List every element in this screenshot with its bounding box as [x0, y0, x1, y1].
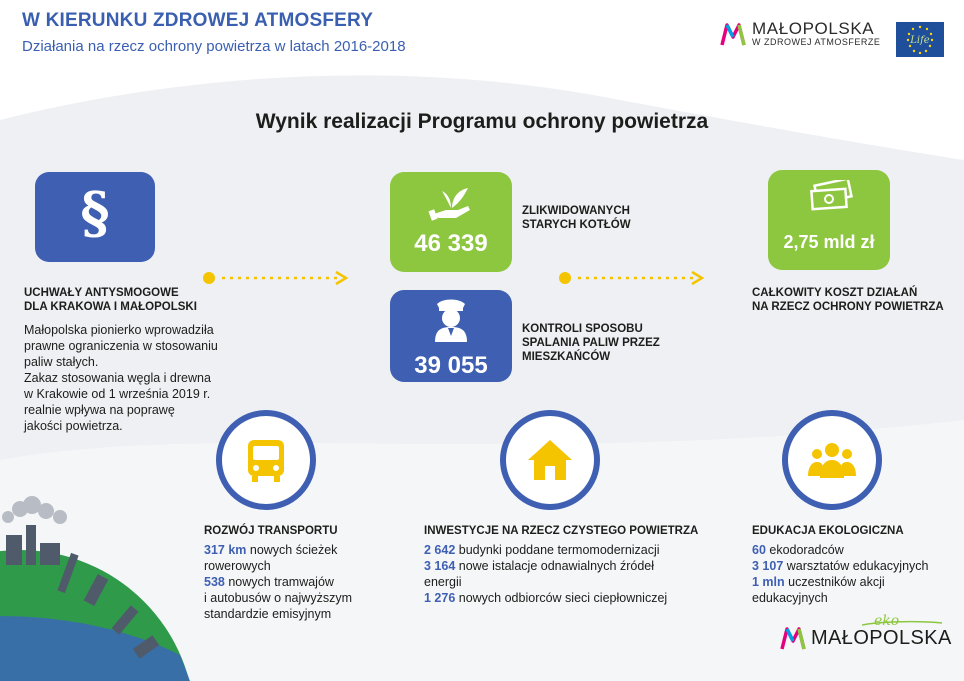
eu-stars-icon — [896, 22, 944, 57]
transport-item: 538 nowych tramwajów — [204, 575, 334, 589]
paragraph-icon: § — [80, 180, 110, 246]
header-subtitle: Działania na rzecz ochrony powietrza w latach 2016-2018 — [22, 38, 406, 55]
cost-label: CAŁKOWITY KOSZT DZIAŁAŃ NA RZECZ OCHRONY POWIETRZA — [752, 287, 944, 313]
boilers-label: ZLIKWIDOWANYCH STARYCH KOTŁÓW — [522, 205, 631, 231]
eu-logo-text: Life — [910, 35, 930, 46]
banknotes-icon — [806, 180, 854, 216]
education-section: EDUKACJA EKOLOGICZNA 60 ekodoradców 3 107 warsztatów edukacyjnych 1 mln uczestników akcji edukacyjnych — [752, 524, 952, 606]
boilers-tile — [390, 172, 512, 272]
education-item: 60 ekodoradców — [752, 543, 844, 557]
transport-heading: ROZWÓJ TRANSPORTU — [204, 525, 338, 537]
resolutions-body: Małopolska pionierko wprowadziła prawne ograniczenia w stosowaniu paliw stałych. Zakaz stosowania węgla i drewna w Krakowie od 1 września 2019 r. realnie wpływa na poprawę jakości powietrza. — [24, 323, 218, 433]
dotted-arrow-right — [556, 268, 706, 288]
investments-item: 3 164 nowe istalacje odnawialnych źródeł — [424, 559, 655, 573]
inspector-officer-icon — [431, 296, 471, 342]
eu-life-logo — [896, 22, 944, 57]
house-icon — [526, 438, 574, 482]
boilers-value: 46 339 — [414, 230, 488, 257]
malopolska-logo — [720, 20, 880, 47]
transport-circle — [216, 410, 316, 510]
education-heading: EDUKACJA EKOLOGICZNA — [752, 525, 904, 537]
header-title: W KIERUNKU ZDROWEJ ATMOSFERY — [22, 10, 374, 31]
inspections-value: 39 055 — [414, 352, 488, 379]
investments-heading: INWESTYCJE NA RZECZ CZYSTEGO POWIETRZA — [424, 525, 699, 537]
resolutions-heading: UCHWAŁY ANTYSMOGOWE DLA KRAKOWA I MAŁOPOLSKI — [24, 287, 197, 313]
inspections-label: KONTROLI SPOSOBU SPALANIA PALIW PRZEZ MIESZKAŃCÓW — [522, 323, 660, 363]
education-item: 1 mln uczestników akcji — [752, 575, 885, 589]
eko-script-text: eko — [874, 613, 900, 629]
inspections-tile — [390, 290, 512, 382]
transport-section: ROZWÓJ TRANSPORTU 317 km nowych ścieżek rowerowych 538 nowych tramwajów i autobusów o najwyższym standardzie emisyjnym — [204, 524, 404, 622]
plant-hand-icon — [428, 182, 474, 222]
investments-circle — [500, 410, 600, 510]
brand-tagline: W ZDROWEJ ATMOSFERZE — [752, 36, 881, 47]
cost-tile — [768, 170, 890, 270]
investments-item: 1 276 nowych odbiorców sieci ciepłowniczej — [424, 591, 668, 605]
brand-name: MAŁOPOLSKA — [752, 19, 875, 38]
education-circle — [782, 410, 882, 510]
education-item: 3 107 warsztatów edukacyjnych — [752, 559, 929, 573]
transport-item: 317 km nowych ścieżek — [204, 543, 338, 557]
dotted-arrow-left — [200, 268, 350, 288]
main-title: Wynik realizacji Programu ochrony powietrza — [255, 110, 709, 133]
investments-section: INWESTYCJE NA RZECZ CZYSTEGO POWIETRZA 2 642 budynki poddane termomodernizacji 3 164 nowe istalacje odnawialnych źródeł energii 1 276 nowych odbiorców sieci ciepłowniczej — [424, 524, 724, 606]
people-group-icon — [807, 440, 857, 480]
globe-city-illustration — [0, 495, 190, 681]
malopolska-m-icon — [780, 625, 806, 651]
bus-icon — [244, 436, 288, 484]
resolutions-tile — [35, 172, 155, 262]
cost-value: 2,75 mld zł — [783, 232, 875, 252]
footer-brand-name: MAŁOPOLSKA — [811, 626, 952, 649]
investments-item: 2 642 budynki poddane termomodernizacji — [424, 543, 660, 557]
eko-malopolska-logo — [780, 613, 952, 651]
malopolska-m-icon — [720, 21, 746, 47]
eko-underline-icon — [862, 619, 942, 629]
